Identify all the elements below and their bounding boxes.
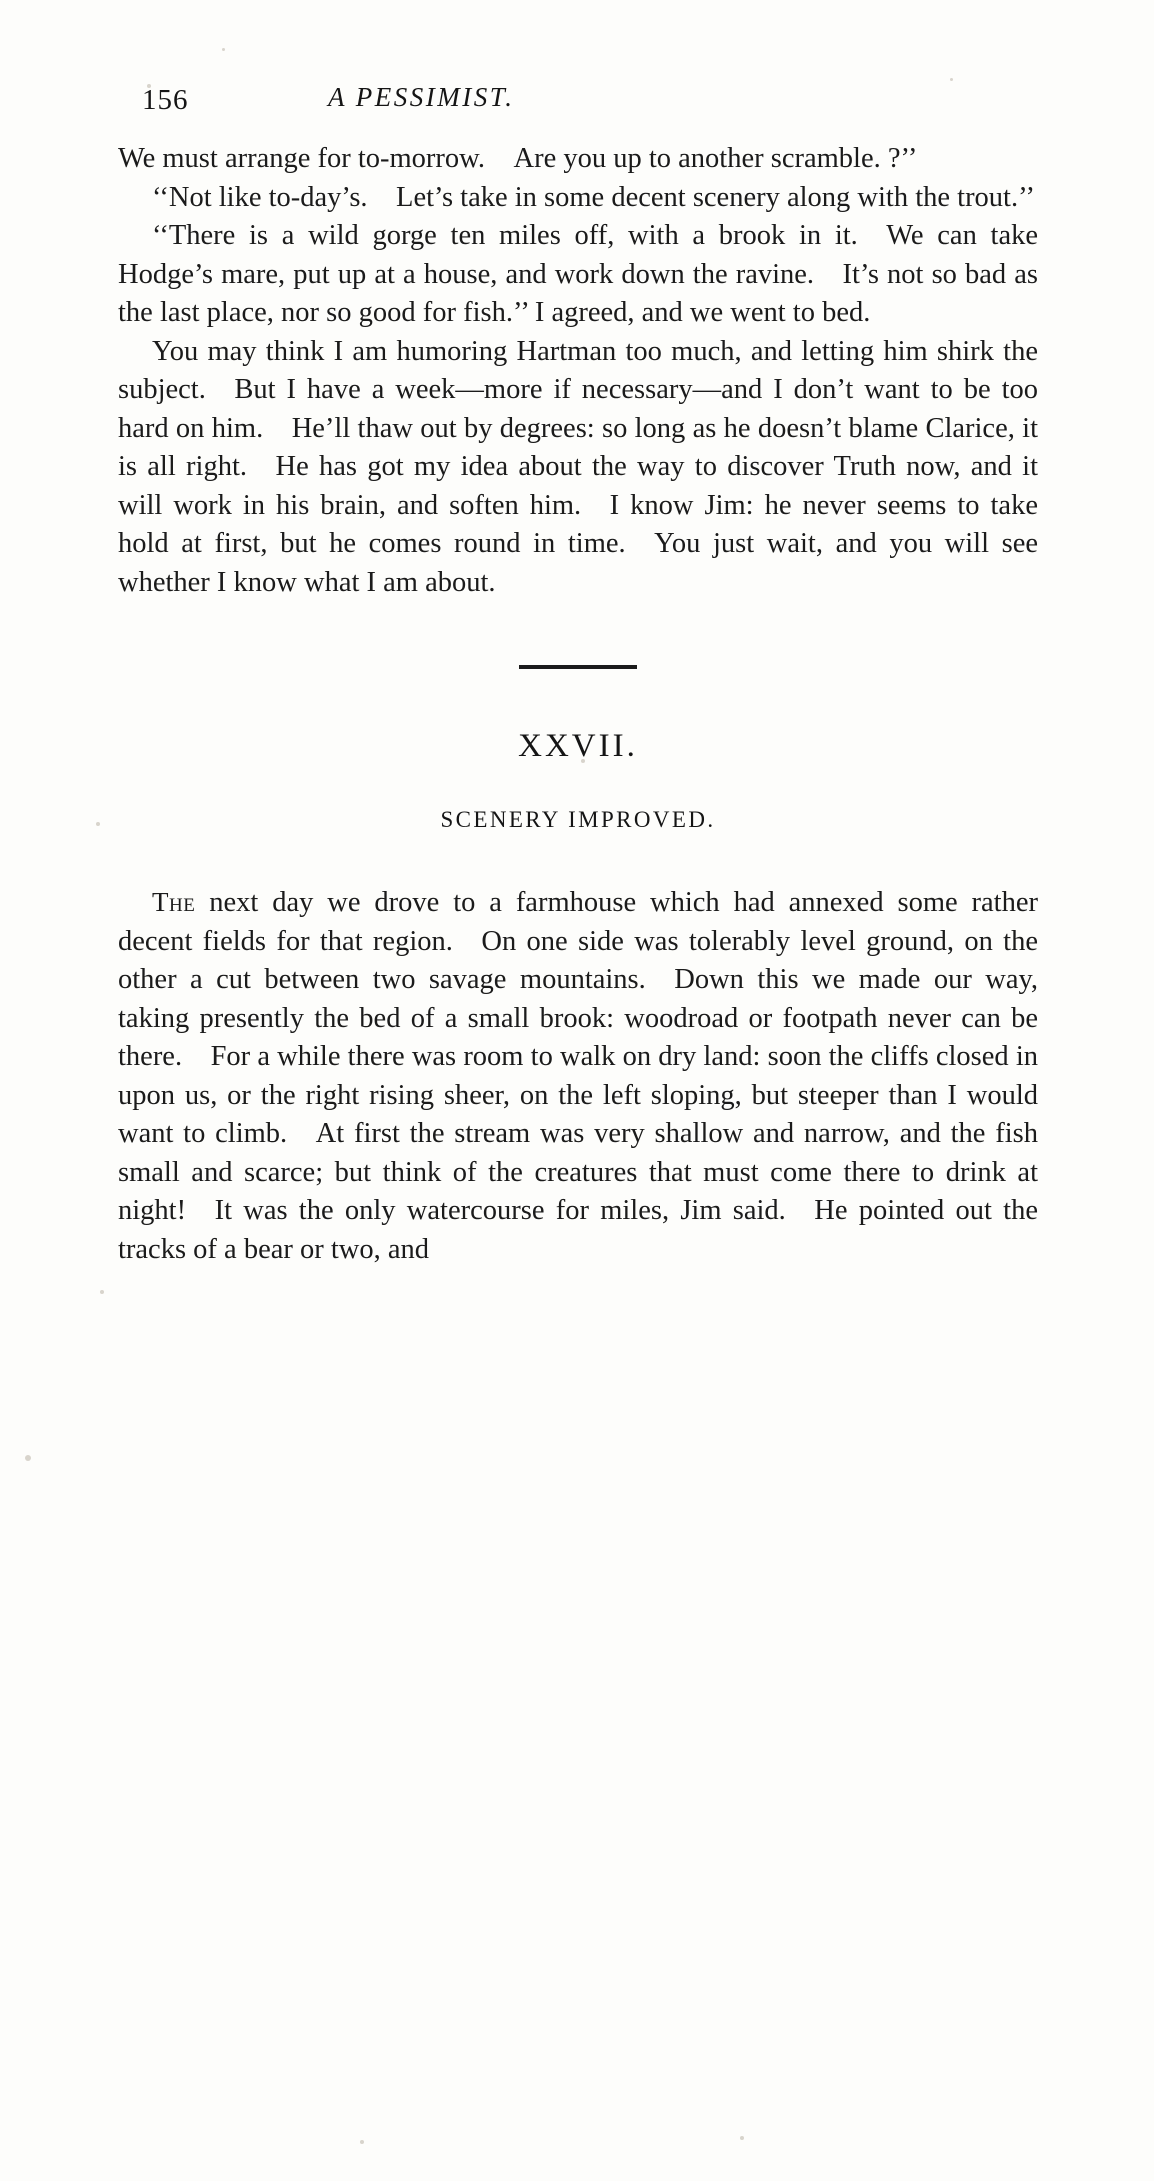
chapter-opening-block (118, 883, 1038, 1269)
scan-speck (96, 822, 100, 826)
paragraph (118, 883, 1038, 1269)
scan-speck (740, 2136, 744, 2140)
chapter-title: SCENERY IMPROVED. (440, 807, 716, 832)
opening-paragraph-text: next day we drove to a farmhouse which had annexed some rather decent fields for that region. On one side was tolerably level ground, on the other a cut between two savage mountains. Down this we made our way, taking presently the bed of a small brook: woodroad or footpath never can be there. For a while there was room to walk on dry land: soon the cliffs closed in upon us, or the right rising sheer, on the left sloping, but steeper than I would want to climb. At first the stream was very shallow and narrow, and the fish small and scarce; but think of the creatures that must come there to drink at night! It was the only watercourse for miles, Jim said. He pointed out the tracks of a bear or two, and (118, 887, 1038, 1265)
scan-speck (360, 2140, 364, 2144)
scan-speck (222, 48, 225, 51)
running-head (118, 70, 1038, 130)
page-content (118, 70, 1038, 1269)
divider-rule (519, 665, 637, 669)
scan-speck (25, 1455, 31, 1461)
paragraph: You may think I am humoring Hartman too much, and letting him shirk the subject. But I have a week—more if necessary—and I don’t want to be too hard on him. He’ll thaw out by degrees: so long as he doesn’t blame Clarice, it is all right. He has got my idea about the way to discover Truth now, and it will work in his brain, and soften him. I know Jim: he never seems to take hold at first, but he comes round in time. You just wait, and you will see whether I know what I am about. (118, 335, 1038, 598)
paragraph: We must arrange for to-morrow. Are you up to another scramble. ?’’ (118, 143, 918, 174)
paragraph: ‘‘There is a wild gorge ten miles off, with a brook in it. We can take Hodge’s mare, put up at a house, and work down the ravine. It’s not so bad as the last place, nor so good for fish.’’ I agreed, and we went to bed. (118, 220, 1038, 328)
opening-small-caps: The (152, 887, 196, 917)
body-text-block (118, 140, 1038, 602)
page-folio-number: 156 (142, 84, 189, 116)
running-head-title: A PESSIMIST. (328, 82, 515, 112)
section-divider (118, 656, 1038, 676)
chapter-number: XXVII. (518, 728, 638, 764)
scan-speck (100, 1290, 104, 1294)
paragraph: ‘‘Not like to-day’s. Let’s take in some decent scenery along with the trout.’’ (152, 181, 1035, 213)
